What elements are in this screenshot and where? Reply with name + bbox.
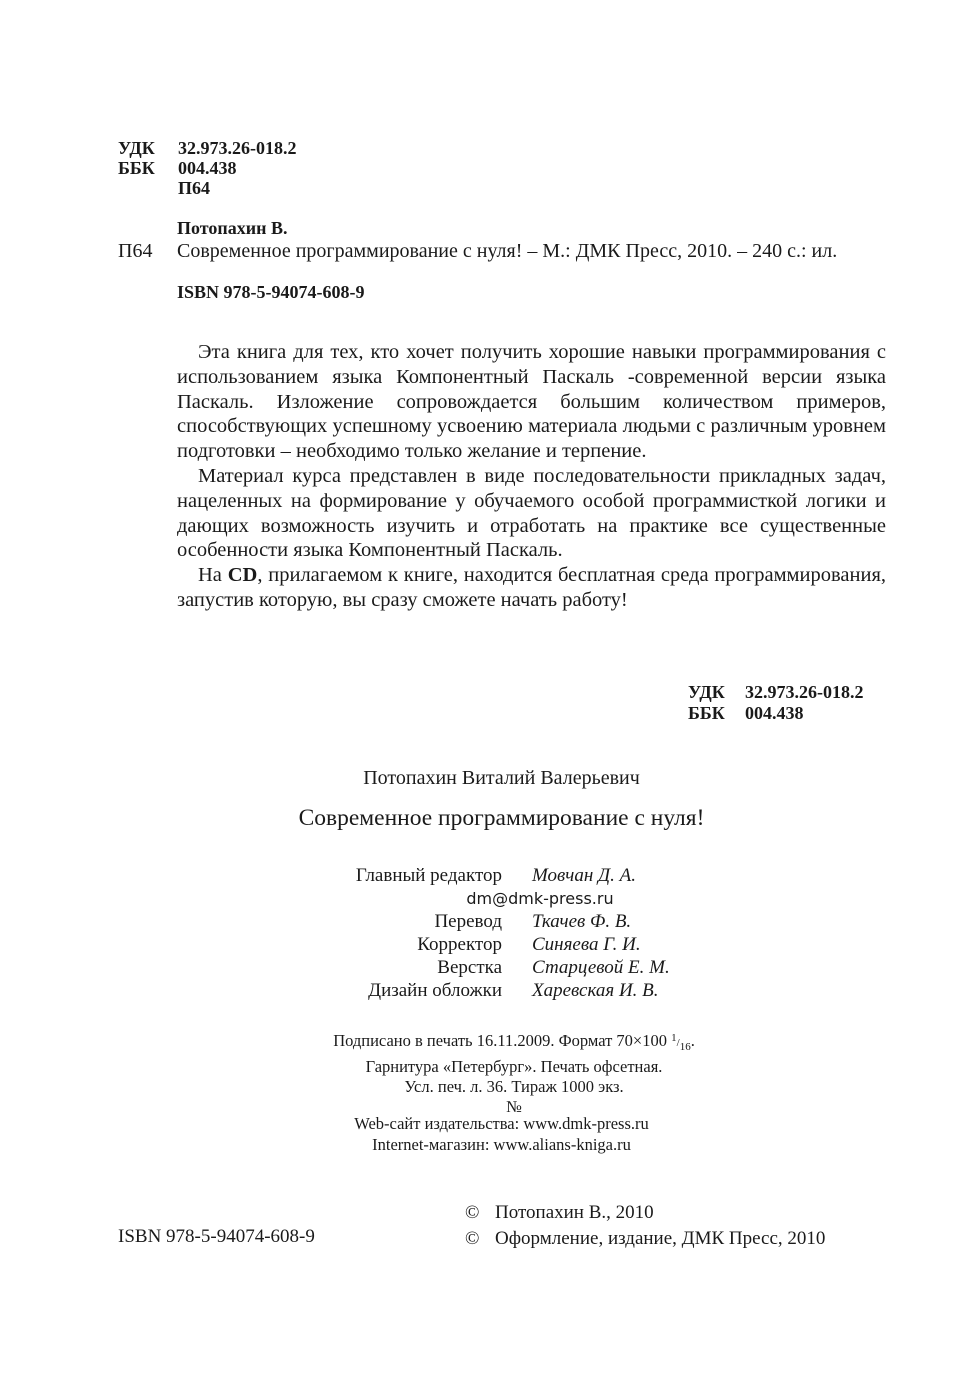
imprint-format: Подписано в печать 16.11.2009. Формат 70×100 xyxy=(333,1031,667,1050)
annotation-paragraph-1: Эта книга для тех, кто хочет получить хорошие навыки программирования с использованием языка Компонентный Паскаль -современной версии языка Паскаль. Изложение сопровождается большим количеством примеров, способствующих успешному усвоению материала людьми с различным уровнем подготовки – необходимо только желание и терпение. xyxy=(177,341,886,463)
bibliographic-entry xyxy=(118,240,908,263)
web-links xyxy=(0,1113,975,1155)
fraction-slash: / xyxy=(676,1037,680,1049)
copyright-publisher xyxy=(465,1226,825,1252)
annotation-p3-prefix: На xyxy=(198,564,228,587)
isbn-top: ISBN 978-5-94074-608-9 xyxy=(177,282,365,302)
credits xyxy=(320,864,760,1002)
annotation-cd-bold: CD xyxy=(227,564,258,587)
author-full-name: Потопахин Виталий Валерьевич xyxy=(363,767,640,789)
author-mark-label xyxy=(118,178,178,198)
isbn-bottom: ISBN 978-5-94074-608-9 xyxy=(118,1226,315,1247)
credit-row-email xyxy=(320,887,760,910)
bbk-row-bottom xyxy=(688,703,864,724)
credit-role: Верстка xyxy=(437,957,502,978)
credit-role: Главный редактор xyxy=(355,865,502,886)
annotation-p3-rest: , прилагаемом к книге, находится бесплатная среда программирования, запустив которую, вы сразу сможете начать работу! xyxy=(177,564,886,611)
fraction-denominator: 16 xyxy=(679,1041,691,1053)
fraction-numerator: 1 xyxy=(671,1032,677,1044)
online-store: Internet-магазин: www.alians-kniga.ru xyxy=(372,1135,631,1154)
imprint-line-4: № xyxy=(506,1097,522,1116)
imprint-line-1 xyxy=(0,1028,975,1057)
book-title: Современное программирование с нуля! xyxy=(298,805,705,831)
imprint-block xyxy=(0,1028,975,1117)
credit-name: Мовчан Д. А. xyxy=(532,865,636,886)
credit-name: Ткачев Ф. В. xyxy=(532,911,632,932)
bbk-value: 004.438 xyxy=(178,158,237,178)
author-mark-row xyxy=(118,178,297,198)
annotation-paragraph-3 xyxy=(177,563,886,613)
author-short: Потопахин В. xyxy=(177,218,288,238)
credit-row-editor xyxy=(320,864,760,887)
biblio-code: П64 xyxy=(118,240,153,262)
credit-name: Синяева Г. И. xyxy=(532,934,641,955)
bbk-label-bottom: ББК xyxy=(688,703,725,723)
copyright-author xyxy=(465,1200,825,1226)
annotation-paragraph-2: Материал курса представлен в виде последовательности прикладных задач, нацеленных на формирование у обучаемого особой программисткой логики и дающих возможность изучить и отработать на практике все существенные особенности языка Компонентный Паскаль. xyxy=(177,464,886,562)
udk-label-bottom: УДК xyxy=(688,682,725,702)
credit-row-layout xyxy=(320,956,760,979)
credit-row-translation xyxy=(320,910,760,933)
copyright-block xyxy=(465,1200,825,1252)
udk-row-bottom xyxy=(688,682,864,703)
copyright-text: Оформление, издание, ДМК Пресс, 2010 xyxy=(495,1228,826,1249)
udk-label: УДК xyxy=(118,138,155,158)
annotation xyxy=(177,340,886,613)
imprint-line-3: Усл. печ. л. 36. Тираж 1000 экз. xyxy=(404,1077,624,1096)
credit-role: Корректор xyxy=(417,934,502,955)
classification-codes-top xyxy=(118,138,297,198)
bbk-value-bottom: 004.438 xyxy=(745,703,804,723)
udk-row xyxy=(118,138,297,158)
biblio-text: Современное программирование с нуля! – М.: ДМК Пресс, 2010. – 240 с.: ил. xyxy=(177,240,838,262)
imprint-line-2: Гарнитура «Петербург». Печать офсетная. xyxy=(365,1057,663,1076)
format-fraction xyxy=(671,1032,691,1053)
bbk-label: ББК xyxy=(118,158,155,178)
credit-name: Старцевой Е. М. xyxy=(532,957,670,978)
udk-value-bottom: 32.973.26-018.2 xyxy=(745,682,864,702)
credit-row-proofreader xyxy=(320,933,760,956)
copyright-text: Потопахин В., 2010 xyxy=(495,1202,654,1223)
author-mark-value: П64 xyxy=(178,178,211,198)
credit-name: Харевская И. В. xyxy=(532,980,659,1001)
imprint-line-1-end: . xyxy=(690,1031,695,1050)
bbk-row xyxy=(118,158,297,178)
udk-value: 32.973.26-018.2 xyxy=(178,138,297,158)
credit-role: Дизайн обложки xyxy=(368,980,502,1001)
credit-row-cover xyxy=(320,979,760,1002)
credit-role: Перевод xyxy=(434,911,502,932)
editor-email: dm@dmk-press.ru xyxy=(466,889,614,908)
copyright-icon: © xyxy=(465,1228,480,1249)
copyright-icon: © xyxy=(465,1202,480,1223)
classification-codes-bottom xyxy=(688,682,864,724)
publisher-website: Web-сайт издательства: www.dmk-press.ru xyxy=(354,1114,649,1133)
